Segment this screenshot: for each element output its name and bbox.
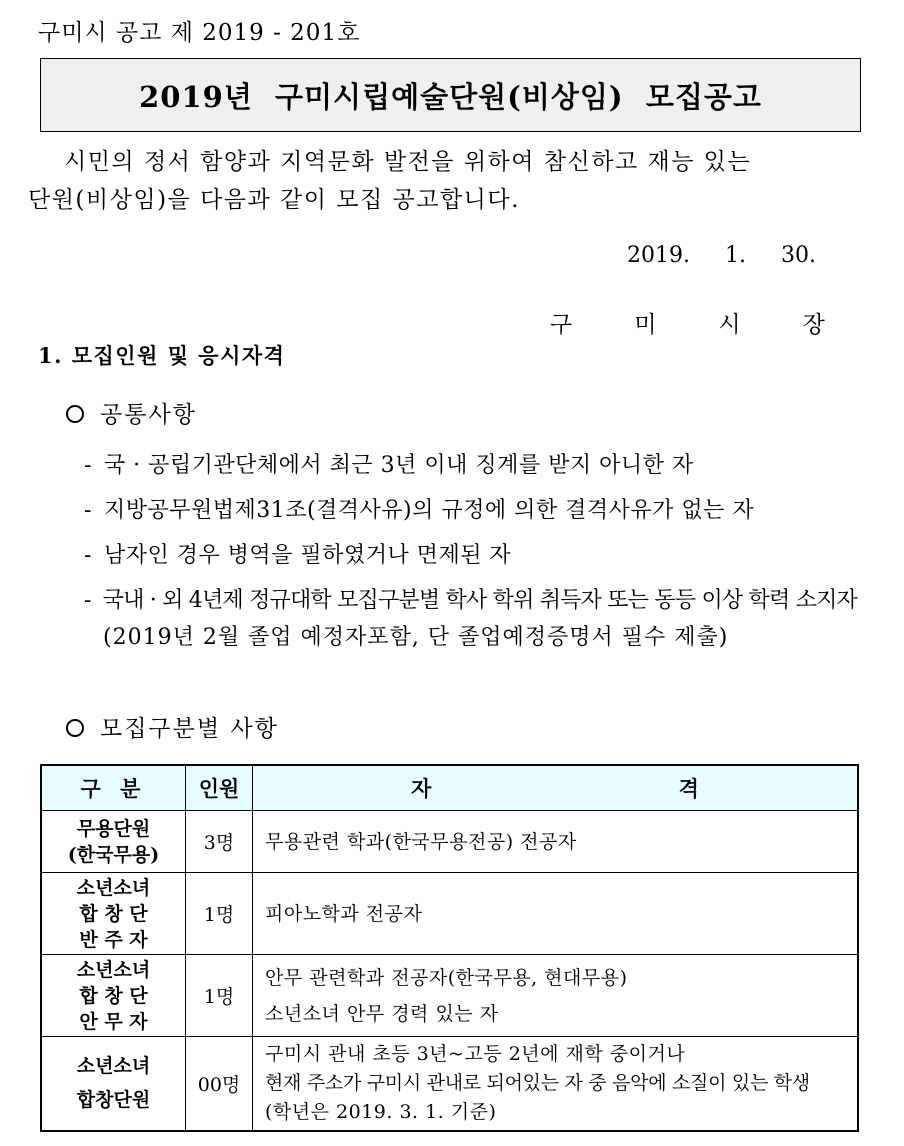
category-requirements-heading bbox=[66, 710, 279, 743]
category-line: (한국무용) bbox=[67, 843, 160, 866]
intro-line: 단원(비상임)을 다음과 같이 모집 공고합니다. bbox=[28, 187, 520, 213]
list-item bbox=[84, 583, 857, 614]
list-item bbox=[84, 493, 754, 524]
list-item bbox=[84, 448, 694, 479]
circle-bullet-icon bbox=[66, 405, 84, 423]
category-cell bbox=[41, 811, 186, 873]
category-cell bbox=[41, 1037, 186, 1131]
category-line: 합창단원 bbox=[76, 1089, 151, 1112]
count-cell: 1명 bbox=[186, 955, 253, 1037]
list-item-text: 남자인 경우 병역을 필하였거나 면제된 자 bbox=[103, 543, 512, 568]
announcement-number: 구미시 공고 제 2019 - 201호 bbox=[38, 20, 361, 46]
recruitment-table bbox=[40, 764, 859, 1132]
count-cell: 00명 bbox=[186, 1037, 253, 1131]
requirements-cell bbox=[253, 1037, 859, 1131]
requirement-line: 구미시 관내 초등 3년~고등 2년에 재학 중이거나 bbox=[265, 1042, 686, 1065]
list-item-continuation: (2019년 2월 졸업 예정자포함, 단 졸업예정증명서 필수 제출) bbox=[103, 625, 729, 650]
list-item bbox=[84, 538, 511, 569]
requirement-line: 피아노학과 전공자 bbox=[265, 902, 423, 925]
column-header-count: 인원 bbox=[186, 765, 253, 811]
table-row bbox=[41, 811, 858, 873]
column-header-category: 구 분 bbox=[41, 765, 186, 811]
table-header-row bbox=[41, 765, 858, 811]
category-line: 합 창 단 bbox=[79, 984, 148, 1007]
intro-paragraph bbox=[28, 143, 848, 219]
requirement-line: 무용관련 학과(한국무용전공) 전공자 bbox=[265, 830, 577, 853]
count-cell: 1명 bbox=[186, 873, 253, 955]
sub-heading-label: 모집구분별 사항 bbox=[100, 716, 279, 742]
list-item-text: 지방공무원법제31조(결격사유)의 규정에 의한 결격사유가 없는 자 bbox=[103, 498, 755, 523]
common-requirements-heading bbox=[66, 396, 197, 429]
requirements-cell bbox=[253, 873, 859, 955]
category-line: 반 주 자 bbox=[79, 928, 148, 951]
title-box bbox=[40, 58, 861, 132]
list-item-text: 국 · 공립기관단체에서 최근 3년 이내 징계를 받지 아니한 자 bbox=[103, 453, 694, 478]
requirement-line: 현재 주소가 구미시 관내로 되어있는 자 중 음악에 소질이 있는 학생 bbox=[265, 1071, 810, 1094]
circle-bullet-icon bbox=[66, 719, 84, 737]
table-row bbox=[41, 873, 858, 955]
requirement-line: 소년소녀 안무 경력 있는 자 bbox=[265, 1002, 499, 1025]
dash-icon: - bbox=[84, 543, 92, 568]
requirement-line: 안무 관련학과 전공자(한국무용, 현대무용) bbox=[265, 966, 628, 989]
announcement-date: 2019. 1. 30. bbox=[627, 243, 816, 268]
requirements-cell bbox=[253, 811, 859, 873]
section-heading: 1. 모집인원 및 응시자격 bbox=[38, 343, 286, 368]
category-line: 소년소녀 bbox=[76, 876, 151, 899]
table-row bbox=[41, 1037, 858, 1131]
dash-icon: - bbox=[84, 498, 92, 523]
table-row bbox=[41, 955, 858, 1037]
category-line: 소년소녀 bbox=[76, 1055, 151, 1078]
category-line: 소년소녀 bbox=[76, 958, 151, 981]
category-cell bbox=[41, 955, 186, 1037]
category-cell bbox=[41, 873, 186, 955]
signer: 구미시장 bbox=[550, 312, 887, 338]
intro-line: 시민의 정서 함양과 지역문화 발전을 위하여 참신하고 재능 있는 bbox=[64, 149, 752, 175]
page-title: 2019년 구미시립예술단원(비상임) 모집공고 bbox=[139, 79, 762, 114]
dash-icon: - bbox=[84, 453, 92, 478]
column-header-qualification: 자 격 bbox=[253, 765, 859, 811]
category-line: 안 무 자 bbox=[79, 1010, 148, 1033]
list-item-text: 국내 · 외 4년제 정규대학 모집구분별 학사 학위 취득자 또는 동등 이상 학력 소지자 bbox=[102, 588, 858, 613]
sub-heading-label: 공통사항 bbox=[100, 402, 197, 428]
requirement-line: (학년은 2019. 3. 1. 기준) bbox=[265, 1100, 497, 1123]
category-line: 무용단원 bbox=[76, 817, 151, 840]
dash-icon: - bbox=[84, 588, 91, 613]
count-cell: 3명 bbox=[186, 811, 253, 873]
requirements-cell bbox=[253, 955, 859, 1037]
category-line: 합 창 단 bbox=[79, 902, 148, 925]
